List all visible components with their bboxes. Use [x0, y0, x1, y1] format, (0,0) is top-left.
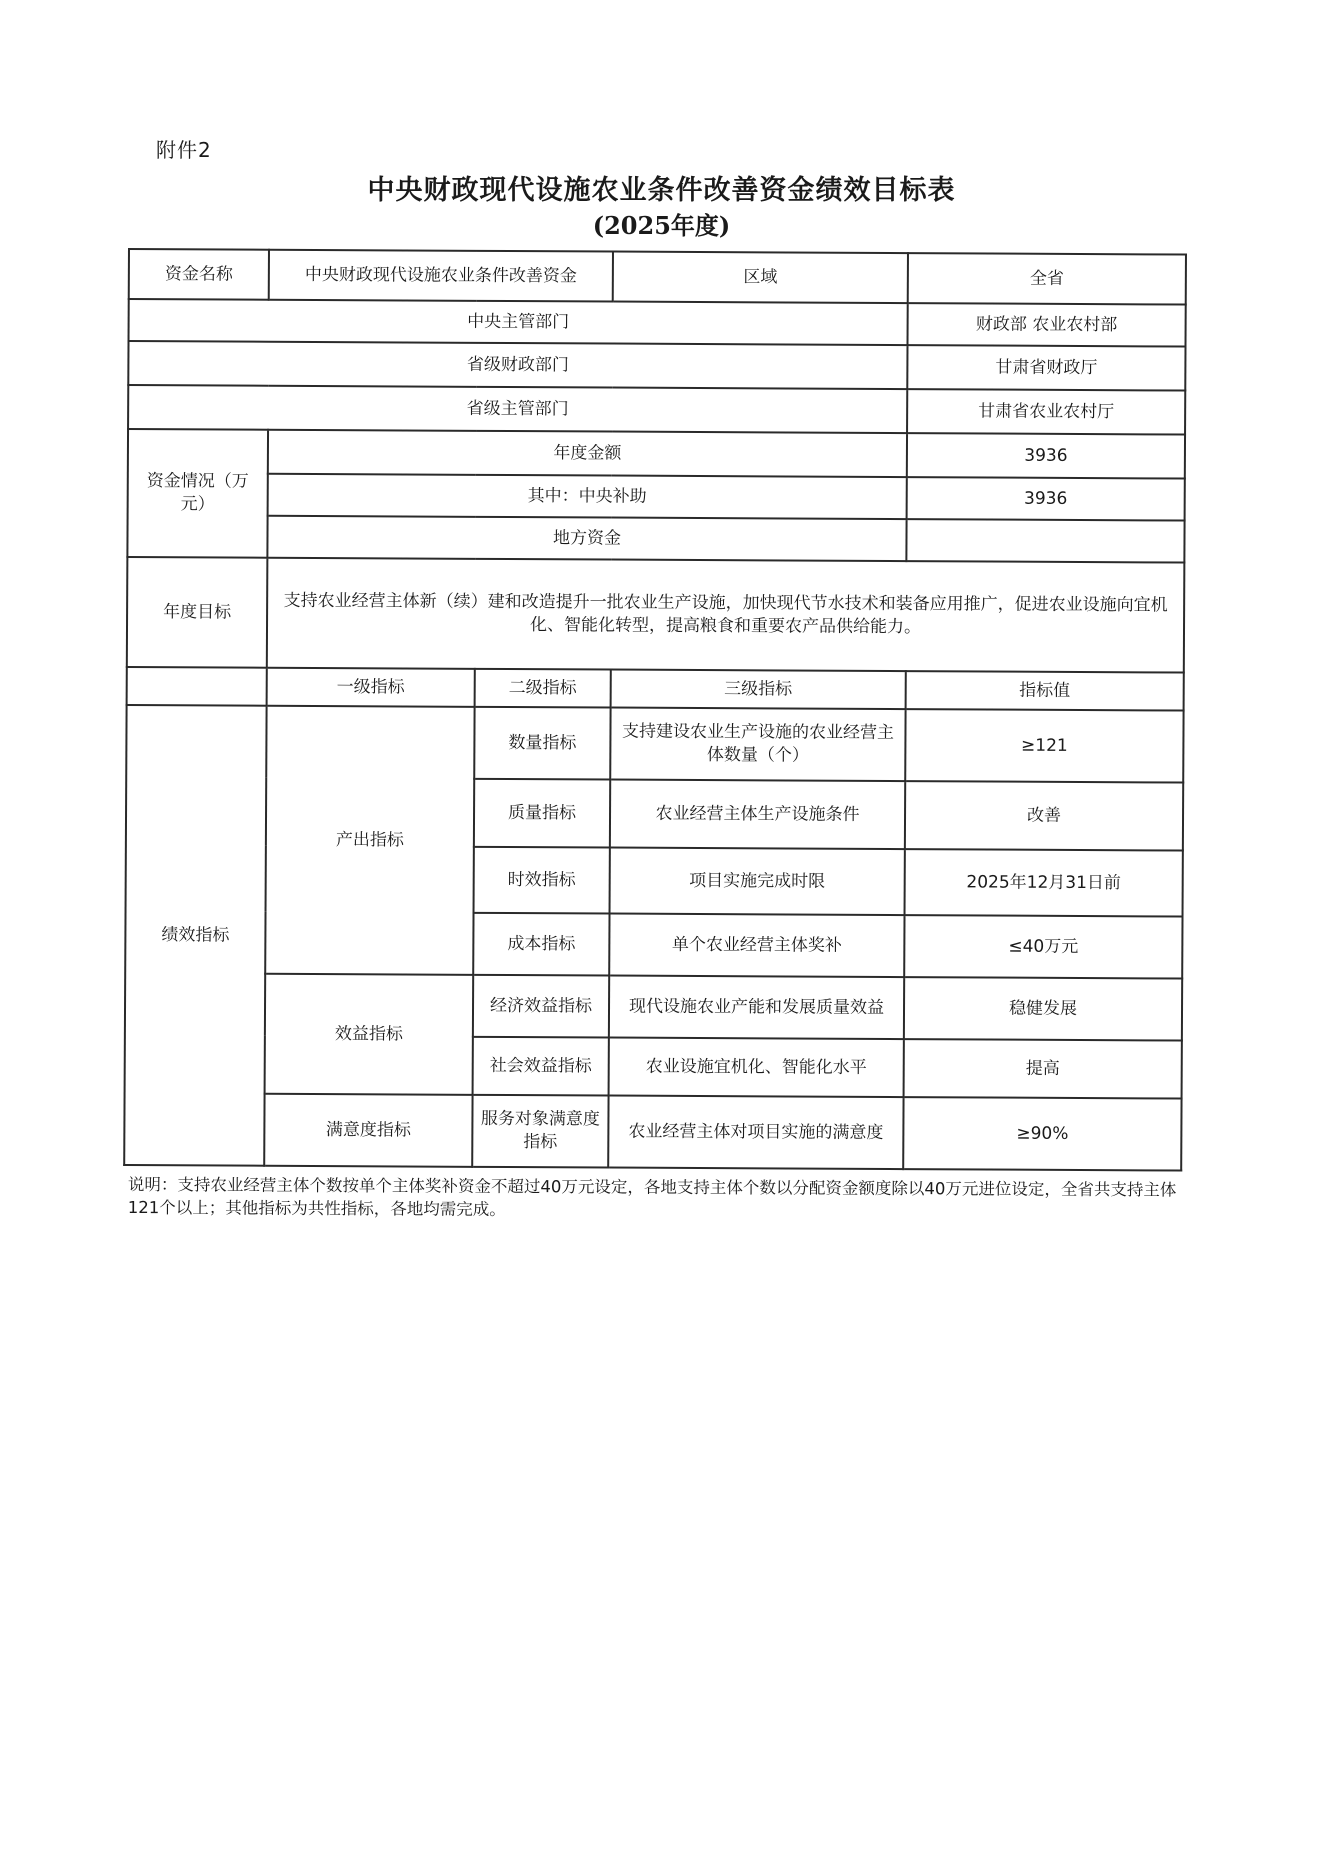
annual-amount-value: 3936	[907, 433, 1185, 478]
header-level1: 一级指标	[267, 668, 475, 707]
region-label: 区域	[613, 252, 908, 304]
level2-cell: 质量指标	[474, 779, 610, 848]
target-value-cell: ≥90%	[903, 1097, 1181, 1170]
table-row	[129, 299, 1186, 347]
annual-goal-text: 支持农业经营主体新（续）建和改造提升一批农业生产设施，加快现代节水技术和装备应用推广，促进农业设施向宜机化、智能化转型，提高粮食和重要农产品供给能力。	[267, 558, 1185, 673]
table-row	[128, 429, 1185, 479]
target-value-cell: ≤40万元	[904, 915, 1182, 978]
central-subsidy-value: 3936	[907, 477, 1185, 520]
level2-cell: 服务对象满意度指标	[472, 1095, 608, 1168]
table-row	[128, 341, 1185, 391]
target-value-cell: 2025年12月31日前	[905, 849, 1183, 916]
table-row	[127, 557, 1185, 673]
target-value-cell: 提高	[904, 1039, 1182, 1098]
level3-cell: 支持建设农业生产设施的农业经营主体数量（个）	[610, 708, 905, 782]
table-row	[128, 385, 1185, 435]
perf-indicator-label: 绩效指标	[124, 705, 266, 1166]
target-value-cell: ≥121	[905, 709, 1183, 782]
level3-cell: 项目实施完成时限	[610, 848, 905, 916]
table-row	[124, 1093, 1181, 1171]
header-blank-cell	[127, 667, 267, 706]
level3-cell: 农业设施宜机化、智能化水平	[609, 1038, 904, 1098]
table-header-row	[127, 667, 1184, 711]
table-row	[127, 515, 1184, 563]
table-row	[126, 705, 1183, 783]
table-row	[125, 973, 1182, 1041]
level2-cell: 时效指标	[474, 847, 610, 914]
benefit-indicator-label: 效益指标	[265, 974, 474, 1095]
header-level3: 三级指标	[611, 670, 906, 710]
level2-cell: 成本指标	[473, 913, 609, 976]
fund-name-value: 中央财政现代设施农业条件改善资金	[269, 250, 613, 302]
table-row	[128, 473, 1185, 521]
document-title: 中央财政现代设施农业条件改善资金绩效目标表	[367, 175, 956, 206]
level2-cell: 数量指标	[474, 707, 610, 780]
annual-goal-label: 年度目标	[127, 557, 268, 668]
document-subtitle: (2025年度)	[592, 211, 731, 240]
prov-dept-label: 省级主管部门	[128, 385, 907, 433]
central-dept-label: 中央主管部门	[129, 299, 908, 345]
table-row	[129, 249, 1186, 305]
level3-cell: 农业经营主体对项目实施的满意度	[608, 1096, 903, 1170]
level3-cell: 现代设施农业产能和发展质量效益	[609, 976, 904, 1040]
fund-name-label: 资金名称	[129, 249, 269, 300]
footnote: 说明：支持农业经营主体个数按单个主体奖补资金不超过40万元设定，各地支持主体个数以分配资金额度除以40万元进位设定，全省共支持主体121个以上；其他指标为共性指标，各地均需完成。	[127, 1175, 1177, 1220]
level2-cell: 社会效益指标	[473, 1037, 609, 1096]
central-subsidy-label: 其中：中央补助	[268, 474, 907, 519]
fund-status-label: 资金情况（万元）	[127, 429, 268, 558]
output-indicator-label: 产出指标	[265, 706, 474, 975]
attachment-label: 附件2	[156, 138, 212, 162]
local-fund-value	[906, 519, 1184, 562]
level3-cell: 单个农业经营主体奖补	[609, 914, 904, 978]
header-level2: 二级指标	[475, 669, 611, 708]
header-value: 指标值	[906, 671, 1184, 710]
prov-finance-label: 省级财政部门	[128, 341, 907, 389]
level3-cell: 农业经营主体生产设施条件	[610, 780, 905, 850]
annual-amount-label: 年度金额	[268, 430, 907, 477]
target-value-cell: 改善	[905, 781, 1183, 850]
target-value-cell: 稳健发展	[904, 977, 1182, 1040]
prov-finance-value: 甘肃省财政厅	[907, 345, 1185, 390]
central-dept-value: 财政部 农业农村部	[908, 303, 1186, 346]
region-value: 全省	[908, 253, 1186, 304]
level2-cell: 经济效益指标	[473, 975, 609, 1038]
satisfaction-indicator-label: 满意度指标	[264, 1094, 472, 1167]
performance-target-table	[123, 248, 1187, 1172]
local-fund-label: 地方资金	[267, 516, 906, 561]
prov-dept-value: 甘肃省农业农村厅	[907, 389, 1185, 434]
